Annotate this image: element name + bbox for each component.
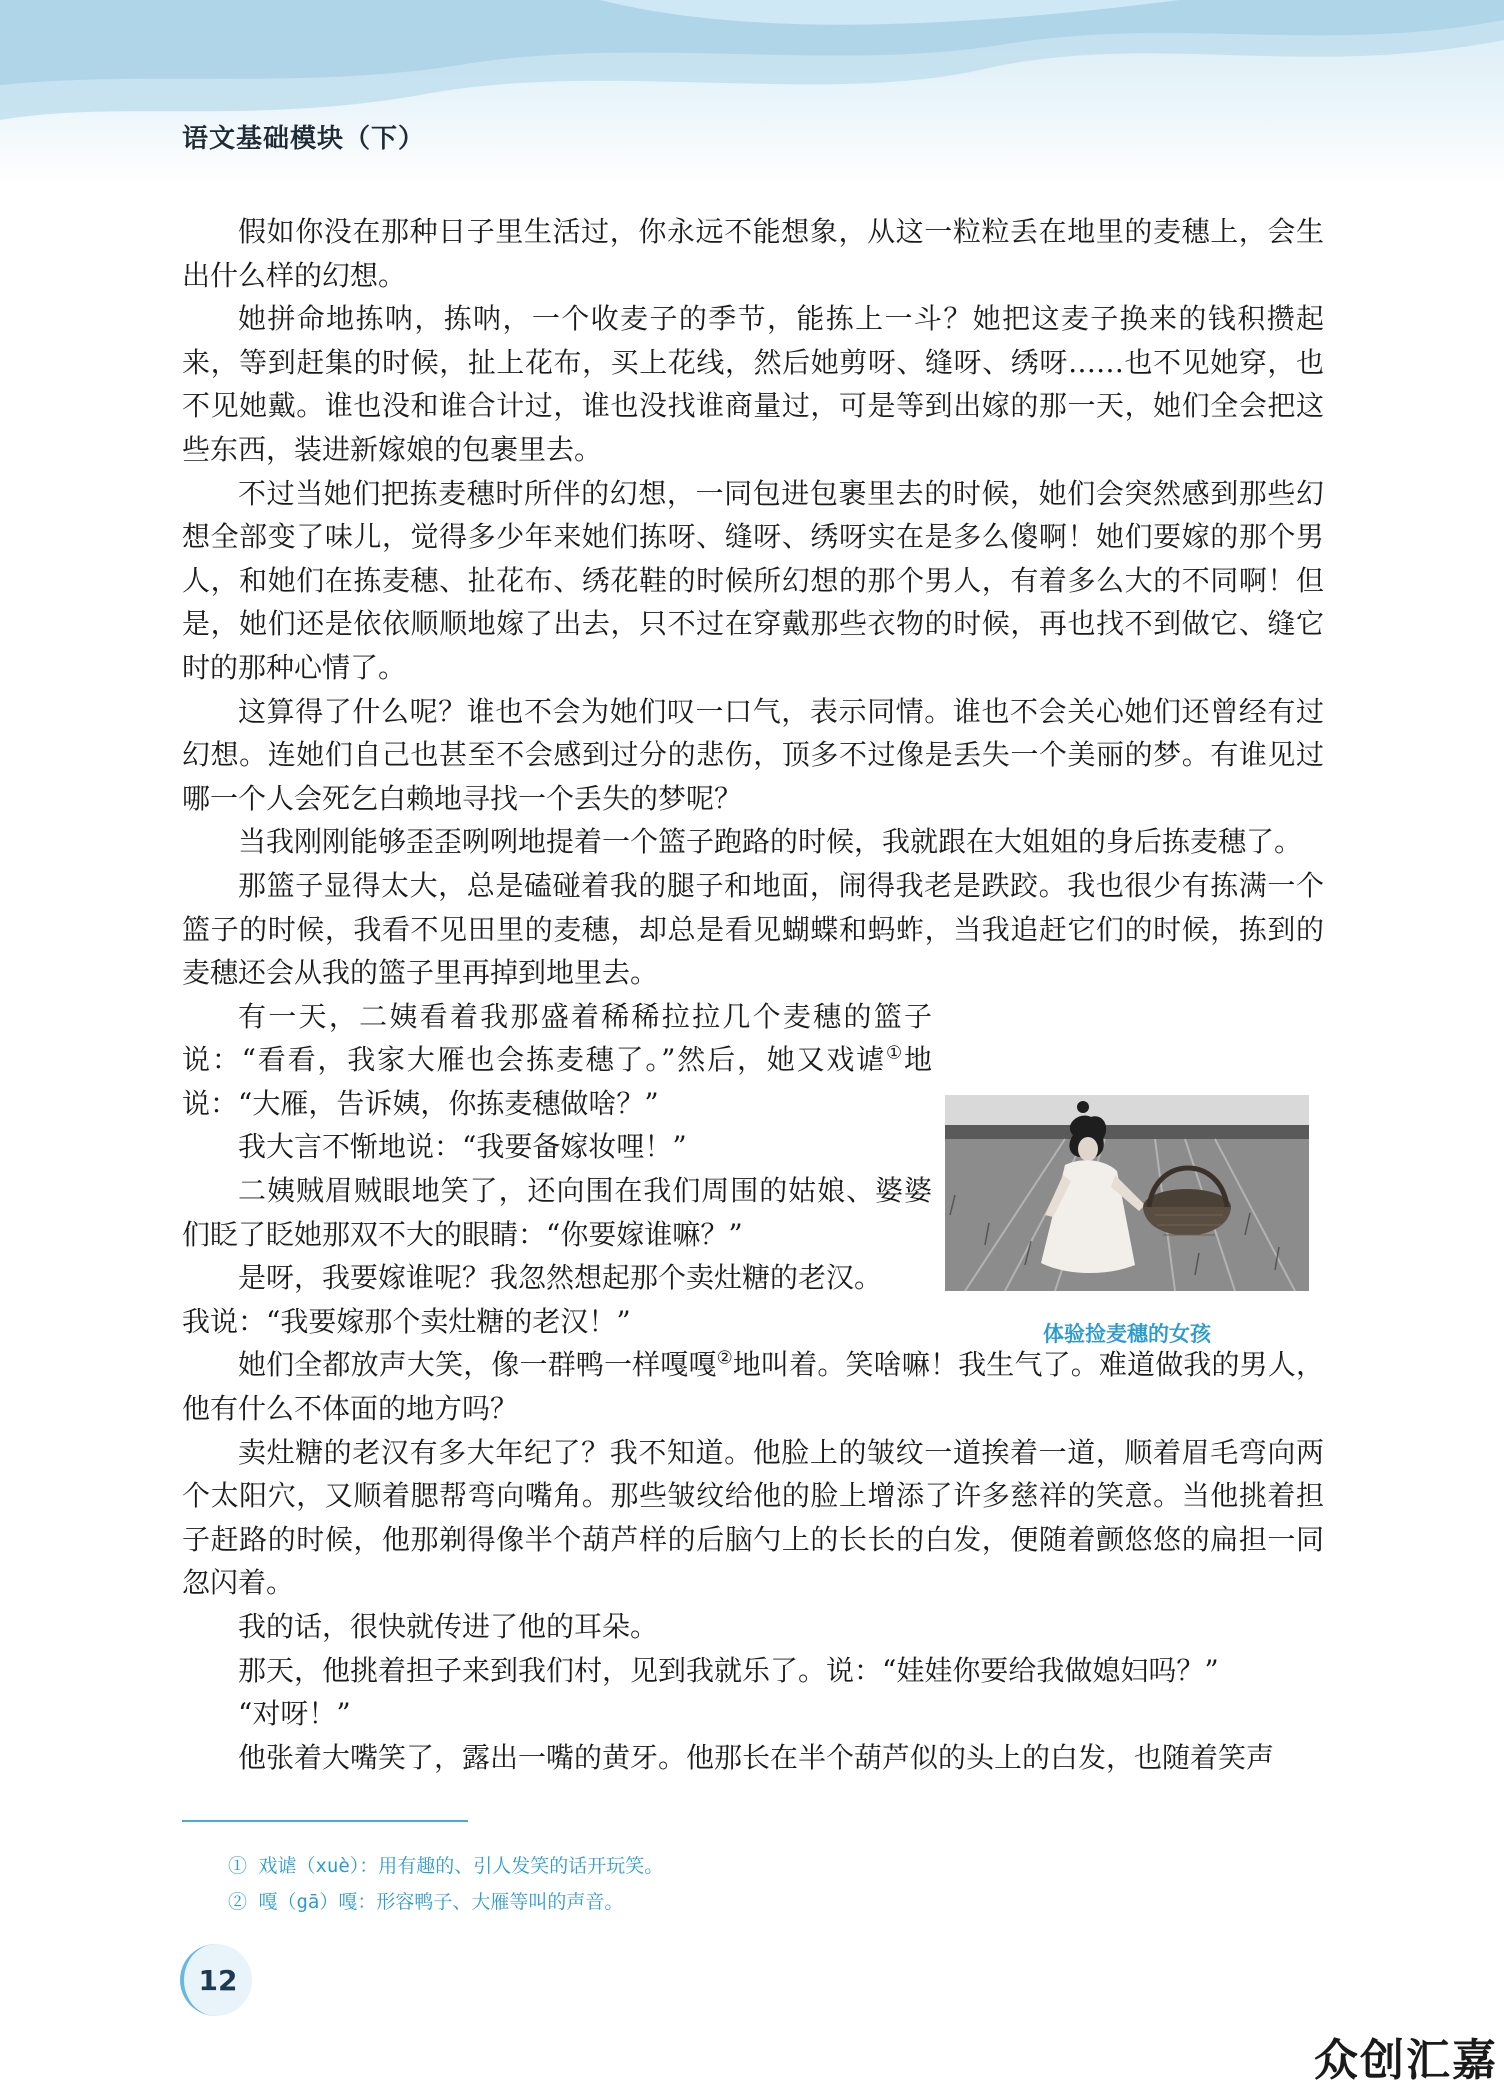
paragraph [182,1343,1324,1430]
paragraph: 我的话，很快就传进了他的耳朵。 [238,1610,659,1643]
paragraph: 卖灶糖的老汉有多大年纪了？我不知道。他脸上的皱纹一道挨着一道，顺着眉毛弯向两个太阳穴，又顺着腮帮弯向嘴角。那些皱纹给他的脸上增添了许多慈祥的笑意。当他挑着担子赶路的时候，他那剃得像半个葫芦样的后脑勺上的长长的白发，便随着颤悠悠的扁担一同忽闪着。 [182,1435,1324,1600]
paragraph: 她拼命地拣呐，拣呐，一个收麦子的季节，能拣上一斗？她把这麦子换来的钱积攒起来，等到赶集的时候，扯上花布，买上花线，然后她剪呀、缝呀、绣呀……也不见她穿，也不见她戴。谁也没和谁合计过，谁也没找谁商量过，可是等到出嫁的那一天，她们全会把这些东西，装进新嫁娘的包裹里去。 [182,302,1324,466]
photo-illustration [945,1095,1309,1291]
article-body [182,210,1324,1779]
paragraph: 那篮子显得太大，总是磕碰着我的腿子和地面，闹得我老是跌跤。我也很少有拣满一个篮子的时候，我看不见田里的麦穗，却总是看见蝴蝶和蚂蚱，当我追赶它们的时候，拣到的麦穗还会从我的篮子里再掉到地里去。 [182,868,1324,990]
paragraph: 不过当她们把拣麦穗时所伴的幻想，一同包进包裹里去的时候，她们会突然感到那些幻想全部变了味儿，觉得多少年来她们拣呀、缝呀、绣呀实在是多么傻啊！她们要嫁的那个男人，和她们在拣麦穗、扯花布、绣花鞋的时候所幻想的那个男人，有着多么大的不同啊！但是，她们还是依依顺顺地嫁了出去，只不过在穿戴那些衣物的时候，再也找不到做它、缝它时的那种心情了。 [182,476,1324,684]
paragraph: 我说：“我要嫁那个卖灶糖的老汉！” [182,1304,631,1338]
paragraph: 这算得了什么呢？谁也不会为她们叹一口气，表示同情。谁也不会关心她们还曾经有过幻想。连她们自己也甚至不会感到过分的悲伤，顶多不过像是丢失一个美丽的梦。有谁见过哪一个人会死乞白赖地寻找一个丢失的梦呢？ [182,694,1324,815]
page-number: 12 [180,1944,252,2016]
paragraph: “对呀！” [238,1697,351,1731]
paragraph-text: 地叫着。笑啥嘛！我生气了。难道做我的男人，他有什么不体面的地方吗？ [182,1348,1324,1426]
paragraph: 当我刚刚能够歪歪咧咧地提着一个篮子跑路的时候，我就跟在大姐姐的身后拣麦穗了。 [238,825,1303,859]
paragraph: 是呀，我要嫁谁呢？我忽然想起那个卖灶糖的老汉。 [238,1261,883,1295]
paragraph-text: 有一天，二姨看着我那盛着稀稀拉拉几个麦穗的篮子说：“看看，我家大雁也会拣麦穗了。”然后，她又戏谑 [182,999,932,1077]
paragraph [182,995,932,1126]
photo-girl-picking-wheat [945,1095,1309,1291]
header-banner [0,0,1504,185]
paragraph: 那天，他挑着担子来到我们村，见到我就乐了。说：“娃娃你要给我做媳妇吗？” [238,1653,1219,1687]
footnote-divider [182,1820,468,1822]
footnote-marker: ① [886,1042,904,1064]
paragraph: 假如你没在那种日子里生活过，你永远不能想象，从这一粒粒丢在地里的麦穗上，会生出什么样的幻想。 [182,215,1324,292]
footnote-marker: ② [716,1348,733,1370]
footnote: ① 戏谑（xuè）：用有趣的、引人发笑的话开玩笑。 [228,1855,664,1877]
figure-caption: 体验捡麦穗的女孩 [1043,1322,1211,1346]
paragraph: 我大言不惭地说：“我要备嫁妆哩！” [238,1130,687,1164]
footnotes [228,1848,1228,1920]
paragraph: 二姨贼眉贼眼地笑了，还向围在我们周围的姑娘、婆婆们眨了眨她那双不大的眼睛：“你要嫁谁嘛？” [182,1174,932,1251]
sky-wave-graphic [0,0,1504,185]
footnote: ② 嘎（gā）嘎：形容鸭子、大雁等叫的声音。 [228,1891,624,1913]
book-title: 语文基础模块（下） [182,124,426,154]
watermark: 众创汇嘉 [1314,2035,1498,2086]
paragraph: 他张着大嘴笑了，露出一嘴的黄牙。他那长在半个葫芦似的头上的白发，也随着笑声 [238,1740,1275,1774]
paragraph-text: 地说：“大雁，告诉姨，你拣麦穗做啥？” [182,1043,932,1120]
paragraph-text: 她们全都放声大笑，像一群鸭一样嘎嘎 [238,1348,717,1382]
